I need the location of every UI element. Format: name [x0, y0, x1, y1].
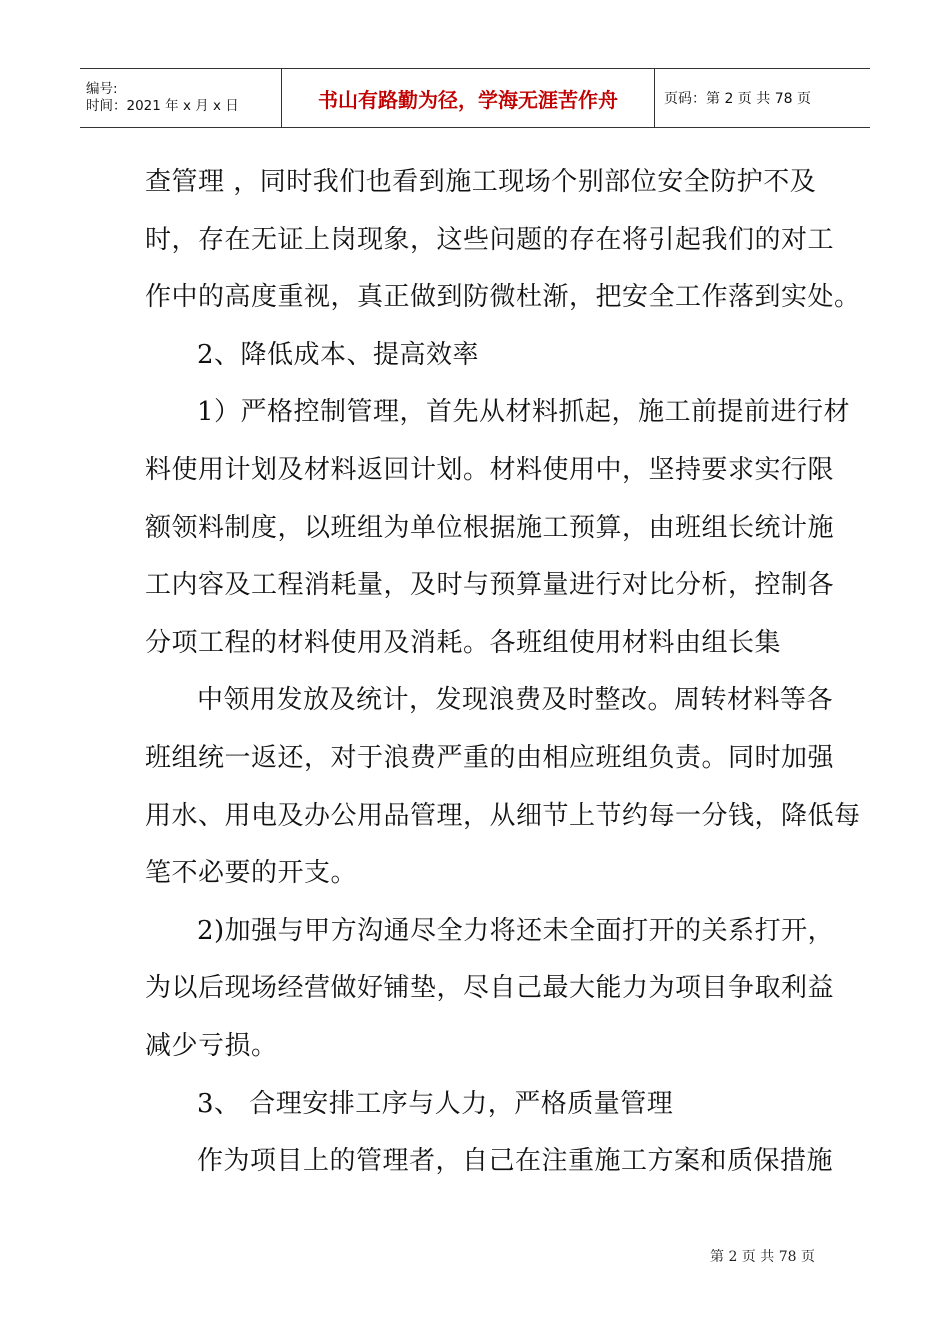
date-label: 时间：2021 年 x 月 x 日	[86, 98, 239, 114]
document-header	[80, 68, 870, 128]
paragraph-line: 用水、用电及办公用品管理，从细节上节约每一分钱，降低每	[145, 800, 861, 831]
document-body	[145, 154, 861, 1191]
paragraph-line: 作中的高度重视，真正做到防微杜渐，把安全工作落到实处。	[145, 282, 861, 313]
header-motto-cell	[282, 69, 655, 127]
header-page-cell	[655, 69, 870, 127]
motto-text: 书山有路勤为径，学海无涯苦作舟	[318, 87, 618, 112]
paragraph-line: 工内容及工程消耗量，及时与预算量进行对比分析，控制各	[145, 570, 835, 601]
paragraph-line: 时，存在无证上岗现象，这些问题的存在将引起我们的对工	[145, 224, 835, 255]
header-page-number: 页码：第 2 页 共 78 页	[664, 91, 811, 107]
paragraph-line: 额领料制度，以班组为单位根据施工预算，由班组长统计施	[145, 512, 835, 543]
header-meta-cell	[80, 69, 282, 127]
paragraph-line: 为以后现场经营做好铺垫，尽自己最大能力为项目争取利益	[145, 973, 835, 1004]
paragraph-line: 查管理 ，同时我们也看到施工现场个别部位安全防护不及	[145, 167, 817, 197]
paragraph-line: 笔不必要的开支。	[145, 858, 358, 889]
paragraph-line: 料使用计划及材料返回计划。材料使用中，坚持要求实行限	[145, 454, 835, 485]
paragraph-line: 作为项目上的管理者，自己在注重施工方案和质保措施	[197, 1146, 834, 1177]
section-heading: 3、 合理安排工序与人力，严格质量管理	[197, 1088, 674, 1119]
footer-page-number: 第 2 页 共 78 页	[710, 1249, 815, 1265]
serial-number-label: 编号:	[86, 81, 118, 97]
paragraph-line: 1）严格控制管理，首先从材料抓起，施工前提前进行材	[197, 397, 851, 428]
section-heading: 2、降低成本、提高效率	[197, 339, 480, 370]
paragraph-line: 2)加强与甲方沟通尽全力将还未全面打开的关系打开，	[197, 915, 835, 946]
paragraph-line: 减少亏损。	[145, 1030, 278, 1061]
paragraph-line: 中领用发放及统计，发现浪费及时整改。周转材料等各	[197, 685, 834, 716]
paragraph-line: 分项工程的材料使用及消耗。各班组使用材料由组长集	[145, 627, 782, 658]
paragraph-line: 班组统一返还，对于浪费严重的由相应班组负责。同时加强	[145, 742, 835, 773]
